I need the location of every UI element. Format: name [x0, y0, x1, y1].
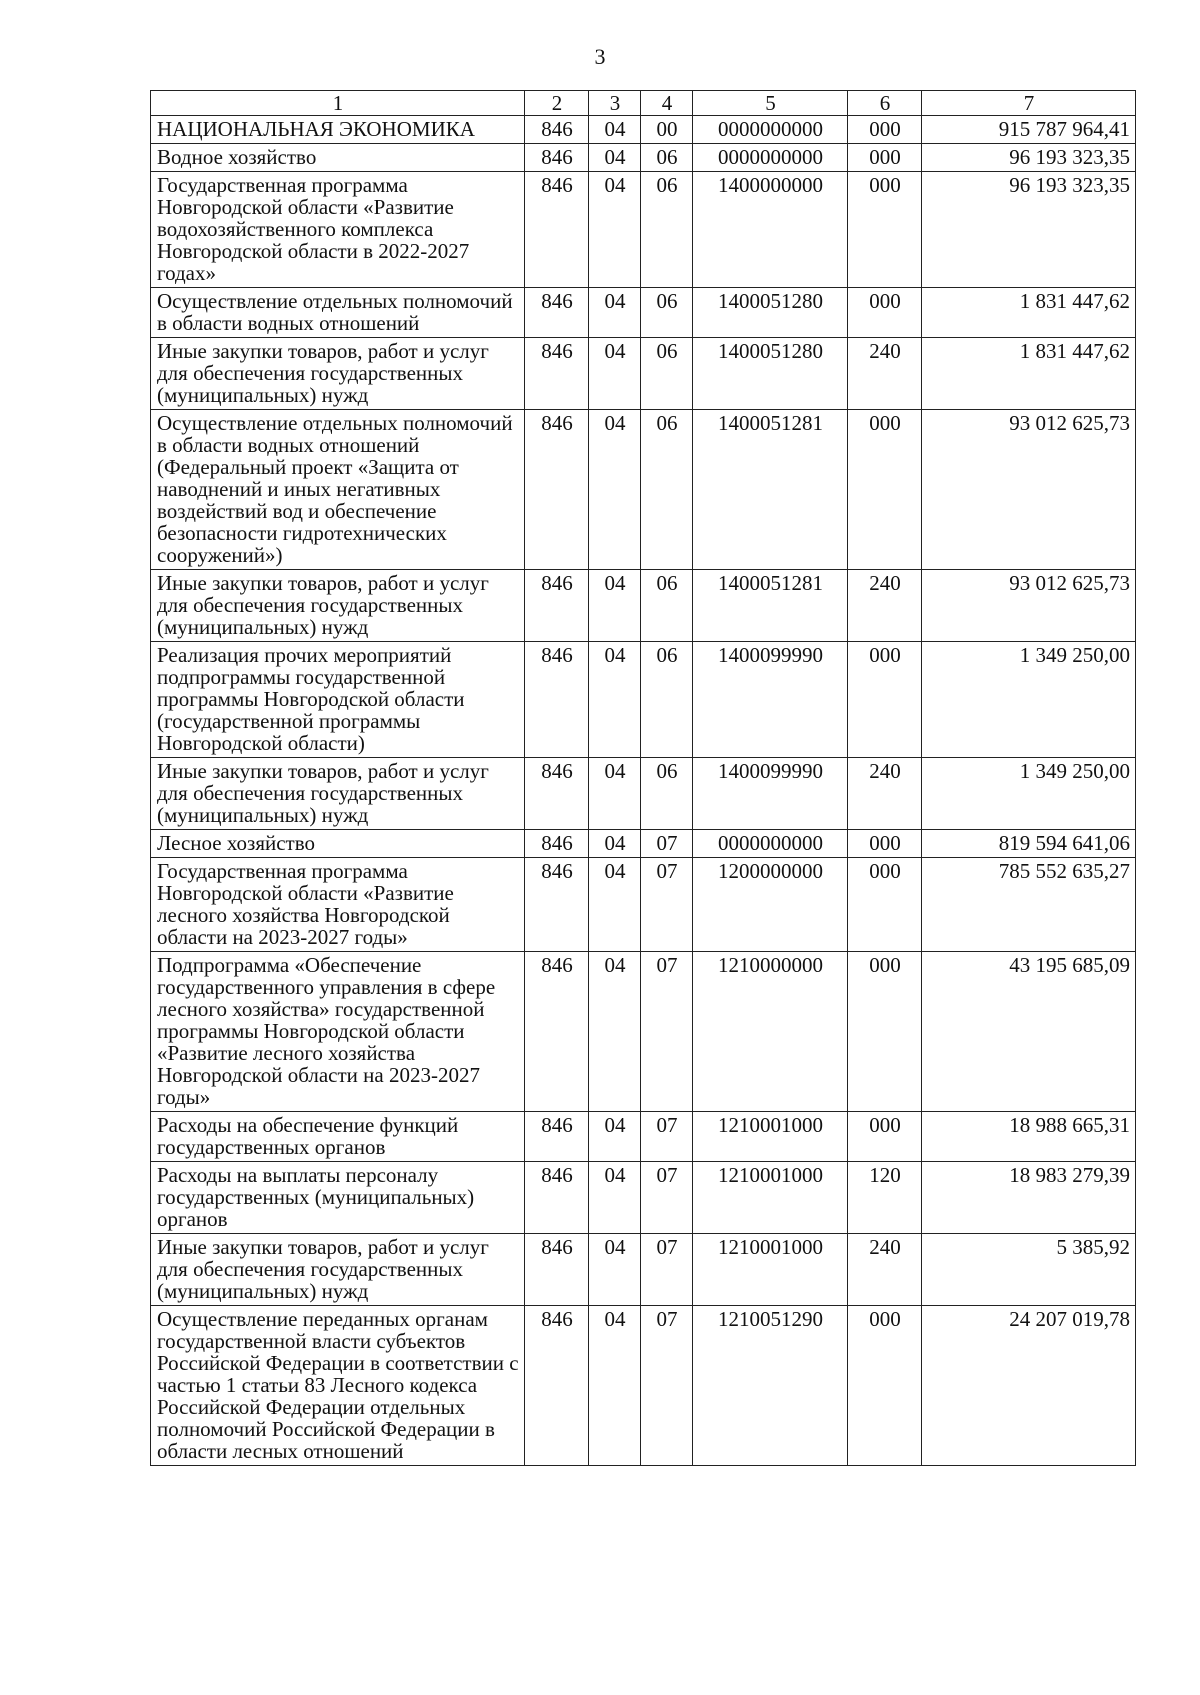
row-name-cell: Иные закупки товаров, работ и услуг для обеспечения государственных (муниципальных) нужд — [151, 758, 525, 830]
table-row — [151, 144, 1136, 172]
row-amount-cell: 93 012 625,73 — [922, 570, 1136, 642]
row-subsection-cell: 07 — [641, 858, 693, 952]
row-name-cell: НАЦИОНАЛЬНАЯ ЭКОНОМИКА — [151, 116, 525, 144]
row-target-article-cell: 1400099990 — [693, 642, 848, 758]
column-header: 7 — [922, 91, 1136, 116]
row-expense-type-cell: 240 — [848, 758, 922, 830]
row-amount-cell: 93 012 625,73 — [922, 410, 1136, 570]
row-name-cell: Лесное хозяйство — [151, 830, 525, 858]
row-target-article-cell: 1400051280 — [693, 288, 848, 338]
row-amount-cell: 18 983 279,39 — [922, 1162, 1136, 1234]
row-section-cell: 04 — [589, 116, 641, 144]
row-code-cell: 846 — [525, 172, 589, 288]
budget-table — [150, 90, 1136, 1466]
table-row — [151, 410, 1136, 570]
row-expense-type-cell: 120 — [848, 1162, 922, 1234]
table-row — [151, 758, 1136, 830]
row-expense-type-cell: 000 — [848, 952, 922, 1112]
table-row — [151, 830, 1136, 858]
row-subsection-cell: 06 — [641, 144, 693, 172]
row-section-cell: 04 — [589, 1306, 641, 1466]
row-code-cell: 846 — [525, 952, 589, 1112]
table-row — [151, 338, 1136, 410]
row-subsection-cell: 07 — [641, 1162, 693, 1234]
row-expense-type-cell: 000 — [848, 410, 922, 570]
row-code-cell: 846 — [525, 116, 589, 144]
row-section-cell: 04 — [589, 570, 641, 642]
row-subsection-cell: 06 — [641, 288, 693, 338]
row-amount-cell: 819 594 641,06 — [922, 830, 1136, 858]
row-name-cell: Осуществление отдельных полномочий в области водных отношений (Федеральный проект «Защита от наводнений и иных негативных воздействий вод и обеспечение безопасности гидротехнических сооружений») — [151, 410, 525, 570]
table-header-row — [151, 91, 1136, 116]
row-code-cell: 846 — [525, 642, 589, 758]
row-subsection-cell: 06 — [641, 758, 693, 830]
row-name-cell: Государственная программа Новгородской области «Развитие лесного хозяйства Новгородской области на 2023-2027 годы» — [151, 858, 525, 952]
row-section-cell: 04 — [589, 758, 641, 830]
row-expense-type-cell: 240 — [848, 1234, 922, 1306]
table-row — [151, 642, 1136, 758]
row-target-article-cell: 1210000000 — [693, 952, 848, 1112]
row-name-cell: Иные закупки товаров, работ и услуг для обеспечения государственных (муниципальных) нужд — [151, 1234, 525, 1306]
column-header: 2 — [525, 91, 589, 116]
row-subsection-cell: 06 — [641, 172, 693, 288]
row-name-cell: Государственная программа Новгородской области «Развитие водохозяйственного комплекса Новгородской области в 2022-2027 годах» — [151, 172, 525, 288]
row-amount-cell: 1 349 250,00 — [922, 758, 1136, 830]
row-target-article-cell: 1210001000 — [693, 1112, 848, 1162]
column-header: 4 — [641, 91, 693, 116]
row-subsection-cell: 07 — [641, 1112, 693, 1162]
row-target-article-cell: 1400051280 — [693, 338, 848, 410]
row-name-cell: Водное хозяйство — [151, 144, 525, 172]
row-name-cell: Расходы на обеспечение функций государственных органов — [151, 1112, 525, 1162]
row-subsection-cell: 07 — [641, 952, 693, 1112]
column-header: 5 — [693, 91, 848, 116]
row-code-cell: 846 — [525, 288, 589, 338]
row-subsection-cell: 00 — [641, 116, 693, 144]
row-amount-cell: 1 831 447,62 — [922, 288, 1136, 338]
row-section-cell: 04 — [589, 144, 641, 172]
row-expense-type-cell: 000 — [848, 830, 922, 858]
row-code-cell: 846 — [525, 338, 589, 410]
table-row — [151, 288, 1136, 338]
row-target-article-cell: 1210001000 — [693, 1234, 848, 1306]
row-target-article-cell: 1400099990 — [693, 758, 848, 830]
row-target-article-cell: 1400051281 — [693, 570, 848, 642]
row-expense-type-cell: 000 — [848, 1306, 922, 1466]
row-target-article-cell: 0000000000 — [693, 830, 848, 858]
row-subsection-cell: 06 — [641, 338, 693, 410]
row-expense-type-cell: 000 — [848, 144, 922, 172]
row-amount-cell: 24 207 019,78 — [922, 1306, 1136, 1466]
row-section-cell: 04 — [589, 830, 641, 858]
row-target-article-cell: 1210001000 — [693, 1162, 848, 1234]
row-amount-cell: 96 193 323,35 — [922, 172, 1136, 288]
row-subsection-cell: 07 — [641, 830, 693, 858]
table-row — [151, 116, 1136, 144]
row-code-cell: 846 — [525, 1162, 589, 1234]
row-target-article-cell: 1400000000 — [693, 172, 848, 288]
row-name-cell: Осуществление отдельных полномочий в области водных отношений — [151, 288, 525, 338]
column-header: 3 — [589, 91, 641, 116]
row-target-article-cell: 1200000000 — [693, 858, 848, 952]
row-expense-type-cell: 000 — [848, 288, 922, 338]
row-subsection-cell: 07 — [641, 1306, 693, 1466]
row-expense-type-cell: 000 — [848, 858, 922, 952]
row-amount-cell: 1 831 447,62 — [922, 338, 1136, 410]
row-code-cell: 846 — [525, 830, 589, 858]
row-name-cell: Осуществление переданных органам государственной власти субъектов Российской Федерации в соответствии с частью 1 статьи 83 Лесного кодекса Российской Федерации отдельных полномочий Российской Федерации в области лесных отношений — [151, 1306, 525, 1466]
row-subsection-cell: 06 — [641, 570, 693, 642]
table-row — [151, 858, 1136, 952]
row-section-cell: 04 — [589, 1112, 641, 1162]
row-section-cell: 04 — [589, 1162, 641, 1234]
row-expense-type-cell: 000 — [848, 116, 922, 144]
row-target-article-cell: 1210051290 — [693, 1306, 848, 1466]
row-subsection-cell: 07 — [641, 1234, 693, 1306]
table-row — [151, 1234, 1136, 1306]
row-expense-type-cell: 240 — [848, 338, 922, 410]
row-amount-cell: 96 193 323,35 — [922, 144, 1136, 172]
row-amount-cell: 5 385,92 — [922, 1234, 1136, 1306]
column-header: 1 — [151, 91, 525, 116]
row-section-cell: 04 — [589, 172, 641, 288]
row-expense-type-cell: 240 — [848, 570, 922, 642]
row-target-article-cell: 0000000000 — [693, 116, 848, 144]
row-expense-type-cell: 000 — [848, 642, 922, 758]
row-target-article-cell: 1400051281 — [693, 410, 848, 570]
table-row — [151, 1112, 1136, 1162]
table-row — [151, 570, 1136, 642]
column-header: 6 — [848, 91, 922, 116]
row-section-cell: 04 — [589, 410, 641, 570]
row-section-cell: 04 — [589, 952, 641, 1112]
row-name-cell: Иные закупки товаров, работ и услуг для обеспечения государственных (муниципальных) нужд — [151, 338, 525, 410]
table-row — [151, 952, 1136, 1112]
row-section-cell: 04 — [589, 642, 641, 758]
row-amount-cell: 915 787 964,41 — [922, 116, 1136, 144]
row-name-cell: Подпрограмма «Обеспечение государственного управления в сфере лесного хозяйства» государственной программы Новгородской области «Развитие лесного хозяйства Новгородской области на 2023-2027 годы» — [151, 952, 525, 1112]
row-amount-cell: 18 988 665,31 — [922, 1112, 1136, 1162]
row-code-cell: 846 — [525, 1306, 589, 1466]
row-expense-type-cell: 000 — [848, 1112, 922, 1162]
row-code-cell: 846 — [525, 410, 589, 570]
row-section-cell: 04 — [589, 1234, 641, 1306]
row-amount-cell: 43 195 685,09 — [922, 952, 1136, 1112]
row-section-cell: 04 — [589, 338, 641, 410]
row-code-cell: 846 — [525, 570, 589, 642]
row-target-article-cell: 0000000000 — [693, 144, 848, 172]
row-name-cell: Расходы на выплаты персоналу государственных (муниципальных) органов — [151, 1162, 525, 1234]
row-name-cell: Иные закупки товаров, работ и услуг для обеспечения государственных (муниципальных) нужд — [151, 570, 525, 642]
table-row — [151, 1162, 1136, 1234]
row-code-cell: 846 — [525, 858, 589, 952]
row-amount-cell: 785 552 635,27 — [922, 858, 1136, 952]
row-expense-type-cell: 000 — [848, 172, 922, 288]
row-code-cell: 846 — [525, 144, 589, 172]
row-code-cell: 846 — [525, 1234, 589, 1306]
row-amount-cell: 1 349 250,00 — [922, 642, 1136, 758]
row-section-cell: 04 — [589, 288, 641, 338]
row-subsection-cell: 06 — [641, 642, 693, 758]
row-code-cell: 846 — [525, 1112, 589, 1162]
row-subsection-cell: 06 — [641, 410, 693, 570]
row-section-cell: 04 — [589, 858, 641, 952]
row-code-cell: 846 — [525, 758, 589, 830]
table-row — [151, 172, 1136, 288]
row-name-cell: Реализация прочих мероприятий подпрограммы государственной программы Новгородской области (государственной программы Новгородской области) — [151, 642, 525, 758]
page-number: 3 — [594, 44, 606, 69]
table-row — [151, 1306, 1136, 1466]
